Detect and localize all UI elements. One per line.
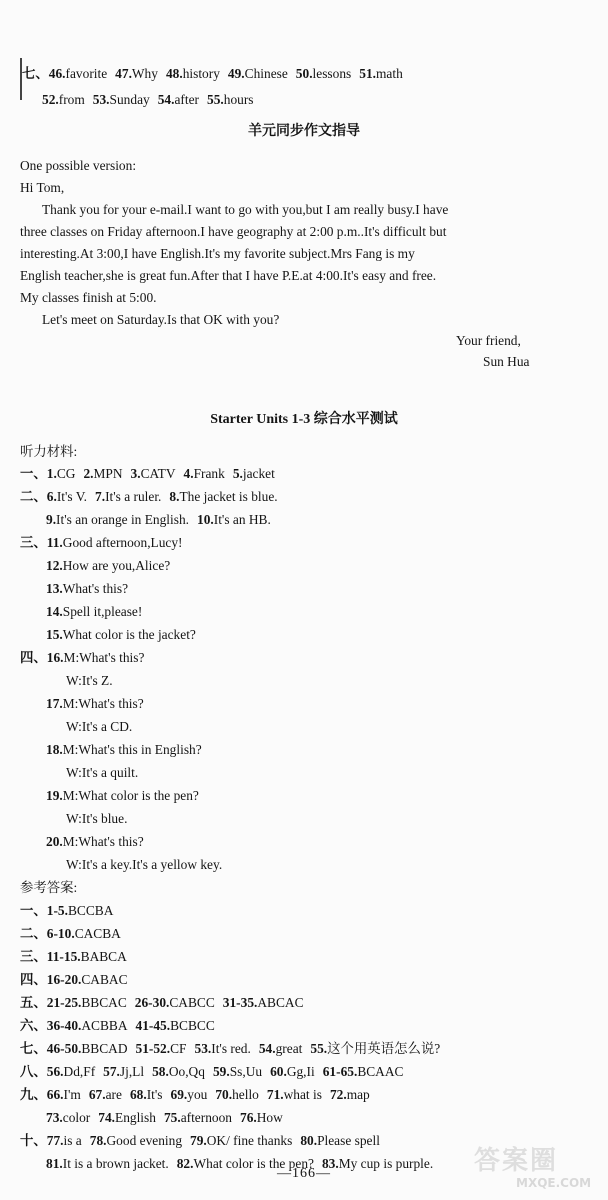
item-number: 54.	[157, 92, 175, 107]
text-line	[20, 489, 286, 505]
text-line	[20, 995, 312, 1011]
item-number: 74.	[98, 1110, 116, 1125]
text-line	[46, 696, 152, 712]
item-text: great	[275, 1041, 303, 1056]
answer-item	[240, 1110, 283, 1126]
item-text: 这个用英语怎么说?	[327, 1041, 441, 1056]
item-number: 51.	[359, 66, 376, 81]
text-line	[46, 581, 136, 597]
answer-item	[20, 1018, 128, 1034]
item-text: It's an HB.	[213, 512, 271, 527]
item-text: M:What's this?	[62, 834, 144, 849]
item-number: 13.	[46, 581, 63, 596]
item-text: map	[346, 1087, 370, 1102]
answer-item	[22, 66, 107, 82]
item-text: Spell it,please!	[62, 604, 143, 619]
answer-item	[267, 1087, 322, 1103]
item-text: MPN	[93, 466, 123, 481]
text-line: Sun Hua	[483, 354, 530, 369]
answer-item	[46, 696, 144, 712]
item-number: 73.	[46, 1110, 63, 1125]
answer-item	[233, 466, 275, 482]
item-text: How	[256, 1110, 283, 1125]
item-text: Sunday	[109, 92, 150, 107]
answer-item	[184, 466, 225, 482]
answer-item	[46, 558, 170, 574]
item-number: 52.	[42, 92, 59, 107]
item-text: CG	[56, 466, 76, 481]
answer-item	[136, 1041, 187, 1057]
item-number: 71.	[266, 1087, 284, 1102]
item-text: hello	[232, 1087, 259, 1102]
item-text: English	[115, 1110, 156, 1125]
item-text: Please spell	[317, 1133, 380, 1148]
item-number: 九、66.	[20, 1087, 64, 1102]
item-number: 72.	[329, 1087, 347, 1102]
item-number: 53.	[194, 1041, 212, 1056]
item-text: M:What's this in English?	[62, 742, 202, 757]
answer-item	[89, 1087, 122, 1103]
answer-item	[310, 1041, 440, 1057]
answer-item	[20, 926, 121, 942]
text-line: 听力材料:	[20, 444, 78, 459]
answer-item	[207, 92, 254, 108]
answer-item	[300, 1133, 380, 1149]
item-text: lessons	[312, 66, 352, 81]
answer-item	[46, 512, 189, 528]
item-text: M:What's this?	[62, 696, 144, 711]
answer-item	[223, 995, 304, 1011]
watermark-logo	[474, 1146, 602, 1194]
item-number: 七、46-50.	[20, 1041, 82, 1056]
answer-item	[46, 834, 144, 850]
answer-item	[152, 1064, 205, 1080]
item-number: 8.	[169, 489, 180, 504]
answer-item	[20, 903, 113, 919]
answer-item	[115, 66, 158, 82]
item-number: 八、56.	[20, 1064, 64, 1079]
item-number: 17.	[46, 696, 63, 711]
text-line	[20, 650, 152, 666]
item-number: 七、46.	[22, 66, 66, 81]
item-number: 58.	[152, 1064, 169, 1079]
item-text: CF	[170, 1041, 187, 1056]
item-number: 18.	[46, 742, 63, 757]
item-number: 57.	[103, 1064, 120, 1079]
item-number: 78.	[89, 1133, 107, 1148]
answer-item	[46, 627, 196, 643]
item-text: M:What's this?	[63, 650, 145, 665]
text-line	[46, 558, 178, 574]
answer-item	[46, 1110, 90, 1126]
text-line	[20, 466, 283, 482]
watermark-domain: MXQE.COM	[516, 1176, 592, 1190]
item-number: 61-65.	[322, 1064, 358, 1079]
item-text: ACBBA	[81, 1018, 128, 1033]
item-number: 12.	[46, 558, 63, 573]
answer-item	[20, 650, 144, 666]
answer-item	[103, 1064, 144, 1080]
item-text: Jj,Ll	[119, 1064, 145, 1079]
item-text: hours	[223, 92, 254, 107]
item-text: BCCBA	[67, 903, 114, 918]
item-number: 41-45.	[135, 1018, 171, 1033]
answer-item	[270, 1064, 315, 1080]
answer-item	[136, 1018, 215, 1034]
item-text: BBCAC	[81, 995, 127, 1010]
item-number: 67.	[88, 1087, 106, 1102]
answer-item	[20, 1041, 128, 1057]
item-text: It's red.	[211, 1041, 251, 1056]
item-number: 十、77.	[20, 1133, 64, 1148]
answer-item	[171, 1087, 208, 1103]
text-line: W:It's a key.It's a yellow key.	[66, 857, 223, 872]
answer-item	[20, 949, 127, 965]
text-line: three classes on Friday afternoon.I have geography at 2:00 p.m..It's difficult but	[20, 224, 447, 239]
item-text: How are you,Alice?	[62, 558, 171, 573]
item-number: 三、11.	[20, 535, 63, 550]
item-number: 70.	[215, 1087, 233, 1102]
text-line	[20, 949, 135, 965]
item-text: It's a ruler.	[105, 489, 162, 504]
item-text: OK/ fine thanks	[206, 1133, 293, 1148]
item-text: Chinese	[244, 66, 288, 81]
text-line	[42, 92, 262, 108]
answer-item	[20, 995, 127, 1011]
item-number: 51-52.	[135, 1041, 171, 1056]
item-number: 四、16-20.	[20, 972, 82, 987]
answer-item	[213, 1064, 262, 1080]
item-number: 一、1.	[20, 466, 57, 481]
item-number: 82.	[176, 1156, 194, 1171]
answer-item	[164, 1110, 232, 1126]
item-text: Frank	[193, 466, 225, 481]
item-text: afternoon	[180, 1110, 232, 1125]
item-number: 五、21-25.	[20, 995, 82, 1010]
item-text: What color is the jacket?	[62, 627, 196, 642]
item-text: BCBCC	[170, 1018, 215, 1033]
item-text: What color is the pen?	[193, 1156, 314, 1171]
answer-item	[259, 1041, 303, 1057]
text-line: Hi Tom,	[20, 180, 65, 195]
answer-item	[46, 581, 128, 597]
item-number: 80.	[300, 1133, 318, 1148]
item-text: Dd,Ff	[63, 1064, 96, 1079]
watermark-text: 答案圈	[474, 1146, 559, 1176]
text-line	[20, 1087, 378, 1103]
text-line: One possible version:	[20, 158, 137, 173]
item-number: 79.	[190, 1133, 207, 1148]
item-text: jacket	[242, 466, 275, 481]
answer-item	[98, 1110, 156, 1126]
item-text: Good afternoon,Lucy!	[62, 535, 183, 550]
answer-item	[197, 512, 271, 528]
item-number: 83.	[321, 1156, 339, 1171]
item-text: what is	[283, 1087, 322, 1102]
text-line: Let's meet on Saturday.Is that OK with you?	[42, 312, 280, 327]
answer-item	[323, 1064, 404, 1080]
answer-item	[166, 66, 220, 82]
text-line: W:It's a quilt.	[66, 765, 139, 780]
answer-item	[190, 1133, 292, 1149]
item-text: M:What color is the pen?	[62, 788, 199, 803]
item-number: 二、6.	[20, 489, 57, 504]
answer-item	[90, 1133, 182, 1149]
text-line	[20, 1064, 411, 1080]
text-line: English teacher,she is great fun.After that I have P.E.at 4:00.It's easy and free.	[20, 268, 437, 283]
item-number: 48.	[165, 66, 183, 81]
item-text: Good evening	[106, 1133, 183, 1148]
item-text: BBCAD	[81, 1041, 128, 1056]
answer-item	[20, 1064, 95, 1080]
text-line: 参考答案:	[20, 880, 78, 895]
text-line: interesting.At 3:00,I have English.It's my favorite subject.Mrs Fang is my	[20, 246, 415, 261]
item-number: 55.	[310, 1041, 328, 1056]
test-title: Starter Units 1-3 综合水平测试	[210, 412, 398, 427]
item-text: I'm	[63, 1087, 81, 1102]
text-line: W:It's a CD.	[66, 719, 133, 734]
item-number: 三、11-15.	[20, 949, 81, 964]
item-number: 7.	[95, 489, 106, 504]
item-text: color	[62, 1110, 91, 1125]
answer-item	[20, 466, 75, 482]
text-line	[20, 926, 129, 942]
item-text: CABCC	[169, 995, 215, 1010]
text-line	[46, 604, 150, 620]
answer-item	[46, 788, 199, 804]
answer-item	[131, 466, 176, 482]
item-number: 一、1-5.	[20, 903, 68, 918]
item-number: 3.	[130, 466, 141, 481]
page-number: —166—	[277, 1166, 331, 1181]
item-number: 20.	[46, 834, 63, 849]
item-text: The jacket is blue.	[179, 489, 278, 504]
item-text: It is a brown jacket.	[62, 1156, 169, 1171]
item-text: Oo,Qq	[168, 1064, 205, 1079]
answer-item	[20, 1087, 81, 1103]
item-text: CACBA	[74, 926, 121, 941]
item-number: 75.	[163, 1110, 181, 1125]
answer-item	[330, 1087, 370, 1103]
answer-item	[296, 66, 351, 82]
item-number: 26-30.	[134, 995, 170, 1010]
answer-item	[20, 489, 87, 505]
answer-item	[95, 489, 161, 505]
item-text: ABCAC	[257, 995, 304, 1010]
item-text: Ss,Uu	[229, 1064, 263, 1079]
text-line: Your friend,	[456, 333, 521, 348]
item-text: Why	[131, 66, 158, 81]
item-number: 76.	[240, 1110, 257, 1125]
answer-item	[130, 1087, 163, 1103]
item-number: 47.	[115, 66, 132, 81]
text-line: W:It's blue.	[66, 811, 128, 826]
item-number: 四、16.	[20, 650, 64, 665]
text-line	[20, 535, 191, 551]
text-line: W:It's Z.	[66, 673, 113, 688]
writing-guide-title: 羊元同步作文指导	[248, 124, 360, 139]
item-text: favorite	[65, 66, 108, 81]
text-line	[46, 1110, 291, 1126]
text-line: My classes finish at 5:00.	[20, 290, 157, 305]
answer-item	[215, 1087, 259, 1103]
item-number: 60.	[270, 1064, 287, 1079]
item-number: 4.	[183, 466, 194, 481]
item-text: Gg,Ii	[286, 1064, 315, 1079]
text-line	[20, 1018, 223, 1034]
text-line	[46, 627, 204, 643]
item-number: 49.	[227, 66, 245, 81]
item-number: 10.	[197, 512, 214, 527]
answer-item	[20, 972, 128, 988]
text-line	[46, 512, 279, 528]
item-text: CATV	[140, 466, 176, 481]
item-number: 55.	[207, 92, 224, 107]
text-line	[20, 1133, 388, 1149]
answer-item	[359, 66, 403, 82]
item-text: after	[174, 92, 199, 107]
answer-item	[20, 1133, 82, 1149]
item-number: 54.	[258, 1041, 276, 1056]
item-number: 14.	[46, 604, 63, 619]
item-number: 19.	[46, 788, 63, 803]
text-line	[46, 788, 207, 804]
text-line	[46, 742, 210, 758]
answer-item	[46, 742, 202, 758]
item-text: from	[58, 92, 85, 107]
item-text: What's this?	[62, 581, 129, 596]
answer-item	[46, 604, 142, 620]
answer-item	[169, 489, 277, 505]
item-number: 69.	[170, 1087, 188, 1102]
text-line	[22, 66, 411, 82]
answer-item	[195, 1041, 251, 1057]
item-number: 81.	[46, 1156, 63, 1171]
answer-item	[135, 995, 215, 1011]
answer-item	[228, 66, 288, 82]
item-text: CABAC	[81, 972, 128, 987]
item-text: you	[187, 1087, 208, 1102]
item-text: are	[105, 1087, 122, 1102]
item-number: 二、6-10.	[20, 926, 75, 941]
answer-item	[42, 92, 85, 108]
item-number: 59.	[212, 1064, 230, 1079]
answer-item	[158, 92, 199, 108]
item-number: 2.	[83, 466, 94, 481]
item-number: 六、36-40.	[20, 1018, 82, 1033]
item-number: 9.	[46, 512, 57, 527]
answer-item	[83, 466, 122, 482]
answer-item	[20, 535, 183, 551]
item-text: math	[376, 66, 403, 81]
item-text: BCAAC	[357, 1064, 404, 1079]
item-text: is a	[63, 1133, 82, 1148]
item-number: 5.	[232, 466, 243, 481]
item-text: BABCA	[80, 949, 127, 964]
item-number: 50.	[295, 66, 313, 81]
text-line	[20, 903, 121, 919]
item-text: history	[182, 66, 220, 81]
item-number: 15.	[46, 627, 63, 642]
text-line: Thank you for your e-mail.I want to go with you,but I am really busy.I have	[42, 202, 449, 217]
item-number: 53.	[92, 92, 110, 107]
text-line	[20, 972, 136, 988]
item-text: My cup is purple.	[338, 1156, 434, 1171]
item-text: It's V.	[56, 489, 88, 504]
item-number: 68.	[129, 1087, 147, 1102]
text-line	[46, 834, 152, 850]
answer-item	[93, 92, 150, 108]
item-number: 31-35.	[222, 995, 258, 1010]
item-text: It's	[146, 1087, 163, 1102]
text-line	[20, 1041, 448, 1057]
item-text: It's an orange in English.	[56, 512, 189, 527]
